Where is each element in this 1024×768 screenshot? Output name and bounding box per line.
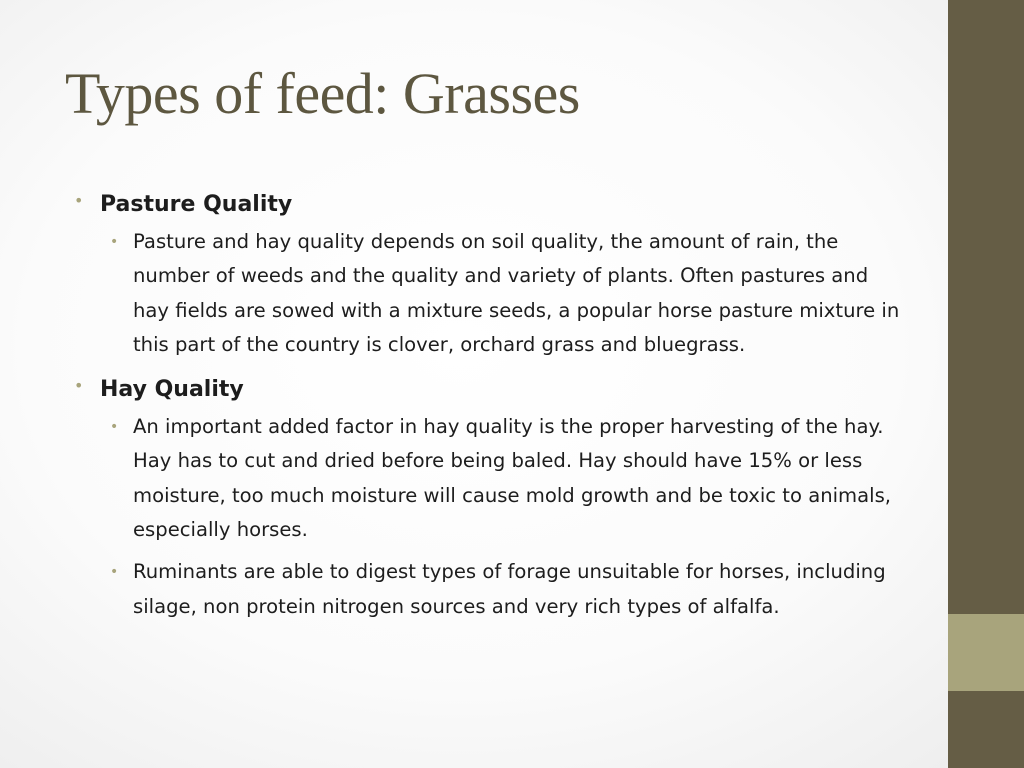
- sub-bullet-item: [100, 410, 903, 547]
- slide-title: Types of feed: Grasses: [65, 61, 580, 126]
- sidebar-accent-block: [948, 614, 1024, 691]
- sub-bullet-icon: •: [110, 234, 119, 250]
- sub-bullet-item: [100, 225, 903, 362]
- section-pasture-quality: [72, 185, 912, 362]
- sub-bullet-text: Ruminants are able to digest types of forage unsuitable for horses, including silage, non protein nitrogen sources and very rich types of alfalfa.: [133, 560, 886, 618]
- sub-bullet-text: An important added factor in hay quality is the proper harvesting of the hay. Hay has to cut and dried before being baled. Hay should have 15% or less moisture, too much moisture will cause mold growth and be toxic to animals, especially horses.: [133, 415, 892, 542]
- sub-bullet-list: [100, 410, 912, 624]
- bullet-icon: •: [74, 191, 84, 210]
- section-heading: Pasture Quality: [100, 192, 293, 217]
- bullet-list: [72, 185, 912, 632]
- section-heading: Hay Quality: [100, 377, 244, 403]
- sub-bullet-item: [100, 555, 903, 624]
- sub-bullet-text: Pasture and hay quality depends on soil quality, the amount of rain, the number of weeds and the quality and variety of plants. Often pastures and hay fields are sowed with a mixture seeds, a popular horse pasture mixture in this part of the country is clover, orchard grass and bluegrass.: [133, 230, 900, 356]
- bullet-icon: •: [74, 376, 84, 396]
- sub-bullet-icon: •: [110, 564, 119, 581]
- sub-bullet-list: [100, 225, 912, 362]
- section-hay-quality: [72, 370, 912, 624]
- sub-bullet-icon: •: [110, 419, 119, 436]
